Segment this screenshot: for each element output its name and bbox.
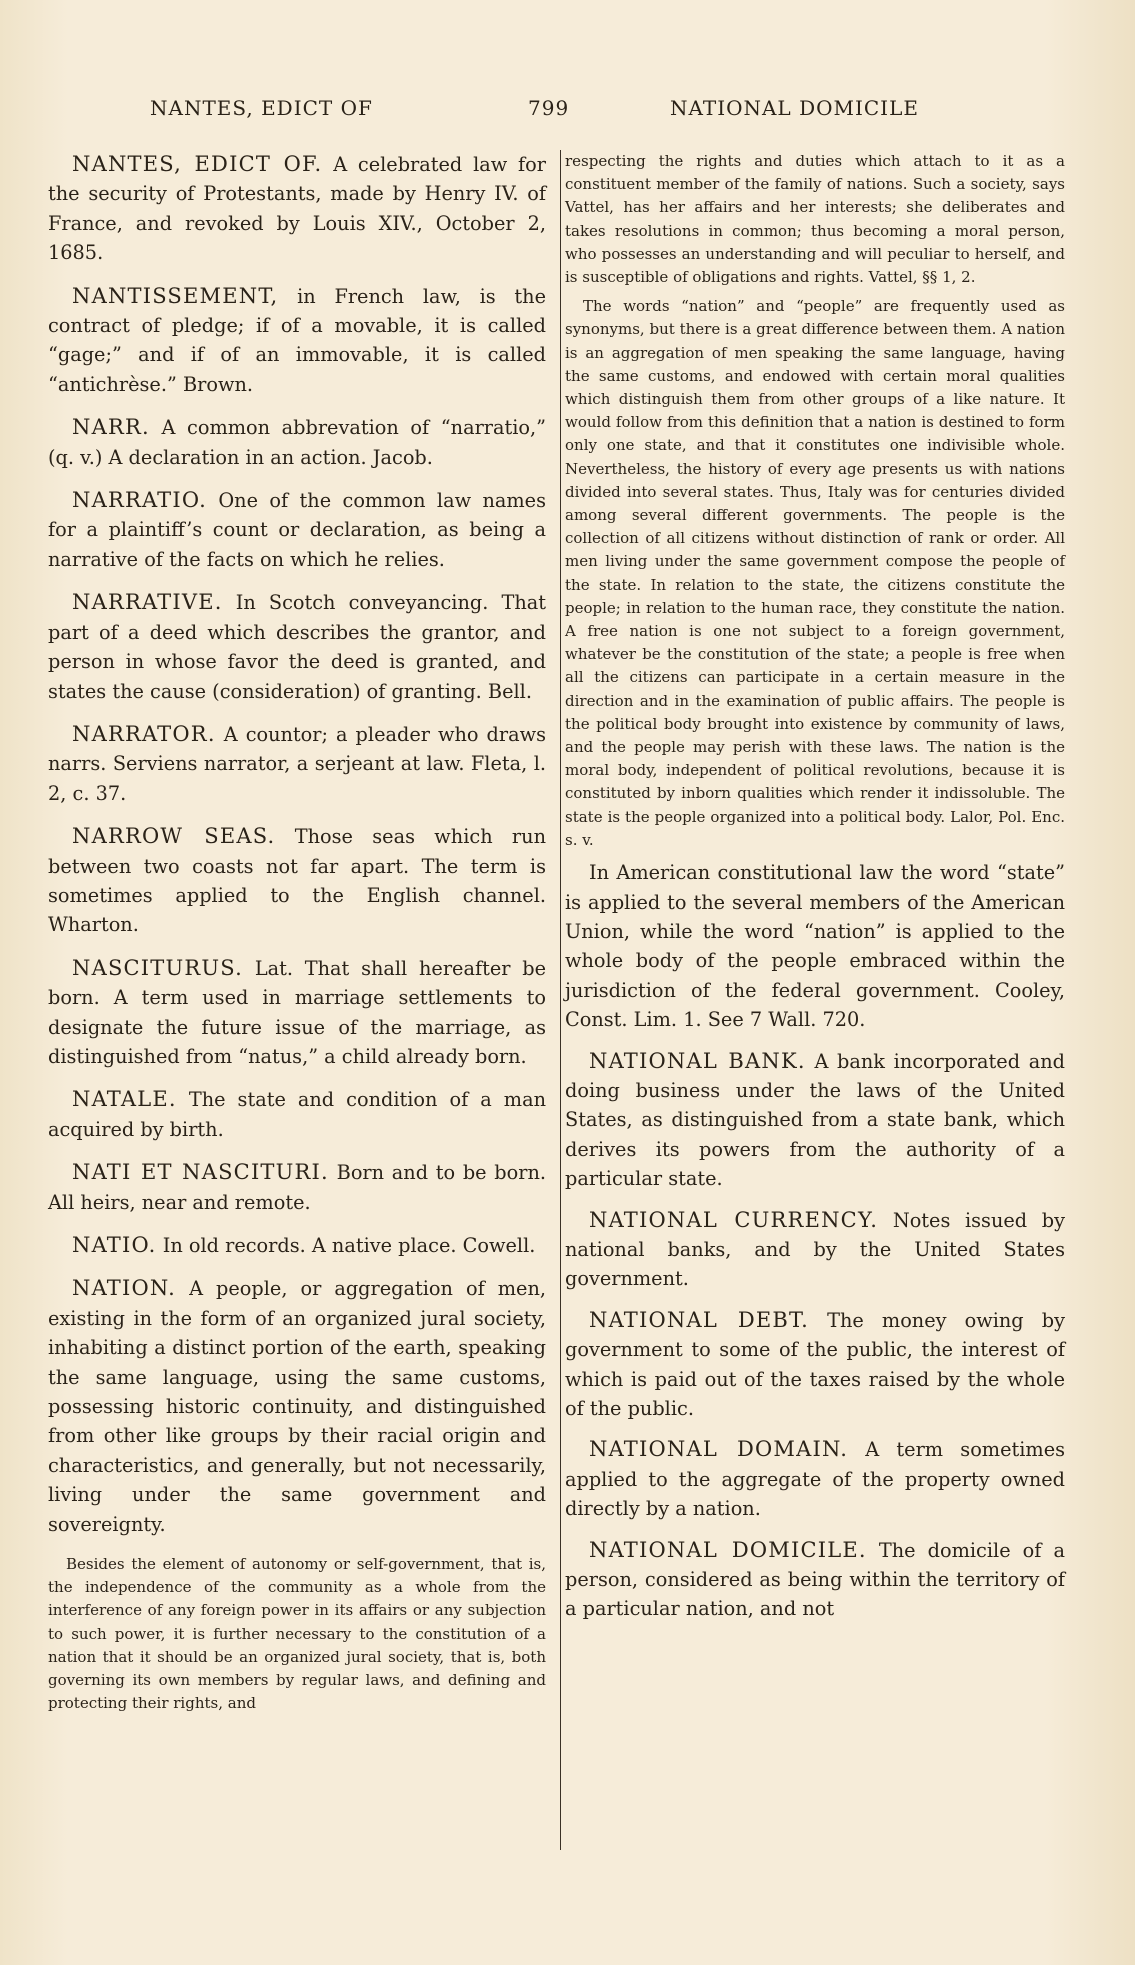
entry-narr [48, 413, 546, 472]
running-header [0, 96, 1135, 126]
entry-definition: Lat. That shall hereafter be born. A term used in marriage settlements to designate the future issue of the marriage, as distinguished from “natus,” a child already born. [48, 956, 546, 1068]
entry-term: NARRATIO. [72, 488, 207, 513]
entry-natio [48, 1231, 546, 1260]
entry-term: NATIONAL DOMAIN. [589, 1437, 849, 1462]
nation-people-distinction: The words “nation” and “people” are frequently used as synonyms, but there is a great difference between them. A nation is an aggregation of men speaking the same language, having the same customs, and endowed with certain moral qualities which distinguish them from other groups of a like nature. It would follow from this definition that a nation is destined to form only one state, and that it constitutes one indivisible whole. Nevertheless, the history of every age presents us with nations divided into several states. Thus, Italy was for centuries divided among several different governments. The people is the collection of all citizens without distinction of rank or order. All men living under the same government compose the people of the state. In relation to the state, the citizens constitute the people; in relation to the human race, they constitute the nation. A free nation is one not subject to a foreign government, whatever be the constitution of the state; a people is free when all the citizens can participate in a certain measure in the direction and in the examination of public affairs. The people is the political body brought into existence by community of laws, and the people may perish with these laws. The nation is the moral body, independent of political revolutions, because it is constituted by inborn qualities which render it indissoluble. The state is the people organized into a political body. Lalor, Pol. Enc. s. v. [565, 297, 1065, 849]
entry-definition: A celebrated law for the security of Protestants, made by Henry IV. of France, and revoked by Louis XIV., October 2, 1685. [48, 153, 546, 265]
entry-national-currency [565, 1206, 1065, 1294]
entry-term: NATALE. [72, 1087, 177, 1112]
entry-definition: Born and to be born. All heirs, near and remote. [48, 1161, 546, 1214]
entry-term: NATIONAL CURRENCY. [589, 1207, 879, 1232]
entry-definition: A people, or aggregation of men, existing in the form of an organized jural society, inhabiting a distinct portion of the earth, speaking the same language, using the same customs, possessing historic continuity, and distinguished from other like groups by their racial origin and characteristics, and generally, but not necessarily, living under the same government and sovereignty. [48, 1277, 546, 1536]
entry-term: NARRATIVE. [72, 590, 223, 615]
entry-national-debt [565, 1306, 1065, 1424]
entry-term: NANTES, EDICT OF. [72, 152, 323, 176]
entry-narrow-seas [48, 822, 546, 940]
header-right-guide-word: NATIONAL DOMICILE [670, 96, 919, 120]
header-left-guide-word: NANTES, EDICT OF [150, 96, 373, 120]
entry-definition: A countor; a pleader who draws narrs. Serviens narrator, a serjeant at law. Fleta, l. 2, c. 37. [48, 722, 546, 805]
entry-narrative [48, 588, 546, 706]
entry-definition: One of the common law names for a plaintiff’s count or declaration, as being a narrative of the facts on which he relies. [48, 489, 546, 571]
entry-natale [48, 1085, 546, 1144]
entry-term: NATIONAL BANK. [589, 1048, 806, 1073]
american-constitutional-note: In American constitutional law the word “state” is applied to the several members of the American Union, while the word “nation” is applied to the whole body of the people embraced within the jurisdiction of the federal government. Cooley, Const. Lim. 1. See 7 Wall. 720. [565, 861, 1065, 1032]
entry-term: NARRATOR. [72, 721, 216, 746]
entry-definition: In old records. A native place. Cowell. [162, 1234, 536, 1257]
entry-definition: The domicile of a person, considered as being within the territory of a particular nation, and not [565, 1538, 1065, 1621]
entry-nasciturus [48, 954, 546, 1072]
entry-term: NATI ET NASCITURI. [72, 1160, 329, 1185]
entry-national-bank [565, 1047, 1065, 1194]
entry-term: NANTISSEMENT, [72, 283, 279, 308]
entry-term: NATIO. [72, 1233, 157, 1257]
entry-definition: Those seas which run between two coasts not far apart. The term is sometimes applied to the English channel. Wharton. [48, 825, 546, 937]
entry-definition: in French law, is the contract of pledge; if of a movable, it is called “gage;” and if of an immovable, it is called “antichrèse.” Brown. [48, 284, 546, 396]
column-divider [560, 150, 561, 1850]
entry-nation [48, 1274, 546, 1539]
entry-definition: The money owing by government to some of the public, the interest of which is paid out of the taxes raised by the whole of the public. [565, 1308, 1065, 1420]
entry-nantes-edict-of [48, 150, 546, 268]
entry-definition: Notes issued by national banks, and by the United States government. [565, 1208, 1065, 1291]
entry-term: NARROW SEAS. [72, 824, 276, 849]
entry-term: NASCITURUS. [72, 955, 244, 980]
left-column [48, 150, 546, 1721]
entry-definition: A term sometimes applied to the aggregate of the property owned directly by a nation. [565, 1438, 1065, 1521]
entry-nantissement [48, 282, 546, 400]
nation-note-paragraph: Besides the element of autonomy or self-government, that is, the independence of the community as a whole from the interference of any foreign power in its affairs or any subjection to such power, it is further necessary to the constitution of a nation that it should be an organized jural society, that is, both governing its own members by regular laws, and defining and protecting their rights, and [48, 1555, 546, 1713]
entry-definition: A bank incorporated and doing business under the laws of the United States, as distinguished from a state bank, which derives its powers from the authority of a particular state. [565, 1049, 1065, 1191]
entry-national-domicile [565, 1536, 1065, 1624]
entry-definition: A common abbrevation of “narratio,” (q. v.) A declaration in an action. Jacob. [48, 416, 547, 469]
entry-national-domain [565, 1435, 1065, 1523]
entry-term: NATIONAL DOMICILE. [589, 1537, 867, 1562]
entry-definition: The state and condition of a man acquired by birth. [48, 1088, 546, 1141]
entry-narratio [48, 486, 546, 574]
entry-definition: In Scotch conveyancing. That part of a deed which describes the grantor, and person in whose favor the deed is granted, and states the cause (consideration) of granting. Bell. [48, 591, 546, 703]
entry-term: NARR. [72, 415, 150, 440]
entry-narrator [48, 720, 546, 808]
page-number: 799 [528, 96, 570, 120]
nation-note-continued: respecting the rights and duties which attach to it as a constituent member of the family of nations. Such a society, says Vattel, has her affairs and her interests; she deliberates and takes resolutions in common; thus becoming a moral person, who possesses an understanding and will peculiar to herself, and is susceptible of obligations and rights. Vattel, §§ 1, 2. [565, 152, 1065, 287]
right-column [565, 150, 1065, 1636]
entry-nati-et-nascituri [48, 1158, 546, 1217]
entry-term: NATION. [72, 1276, 177, 1301]
entry-term: NATIONAL DEBT. [589, 1307, 810, 1332]
